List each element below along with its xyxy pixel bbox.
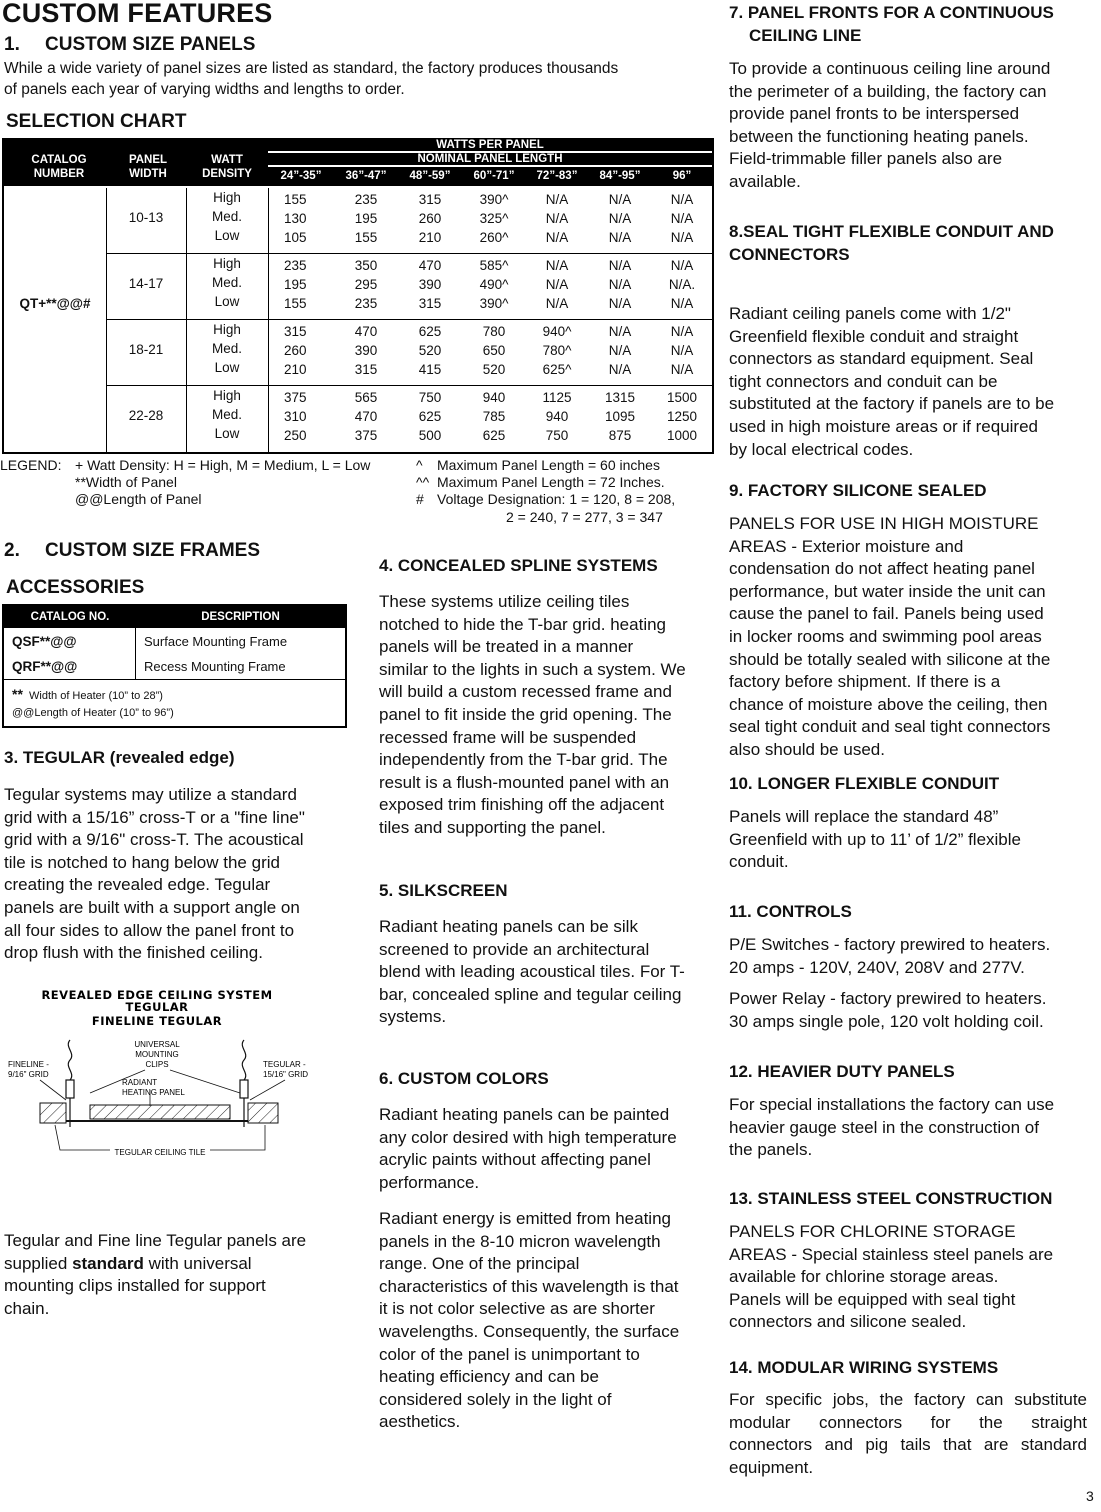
length-header-0: 24”-35” [280,170,322,182]
watt-density-2: High Med. Low [211,322,242,375]
section-1-text: While a wide variety of panel sizes are listed as standard, the factory produces thousands of panels each year of varying widths and lengths to order. [4,60,619,98]
section-6-text: Radiant heating panels can be painted any color desired with high temperature acrylic paints without affecting panel performance. [379,1105,677,1192]
header-nominal-length: NOMINAL PANEL LENGTH [268,153,712,165]
section-3-closing: Tegular and Fine line Tegular panels are supplied standard with universal mounting clips installed for support chain. [4,1231,307,1318]
section-7-heading: 7. PANEL FRONTS FOR A CONTINUOUS CEILING LINE [729,3,1054,45]
section-3-text: Tegular systems may utilize a standard grid with a 15/16” cross-T or a "fine line" grid with a 9/16" cross-T. The acoustical tile is notched to hang below the grid creating the revealed edge. Tegular panels are built with a support angle on all four sides to allow the panel front to drop flush with the finished ceiling. [4,785,305,963]
svg-text:FINELINE -: FINELINE - [8,1060,49,1069]
watts-cell-r0-c0: 155 130 105 [284,192,307,245]
header-density: WATT DENSITY [202,154,252,180]
watts-cell-r0-c4: N/A N/A N/A [545,192,569,245]
watts-cell-r1-c4: N/A N/A N/A [545,258,569,311]
length-header-2: 48”-59” [409,170,451,182]
watts-cell-r1-c1: 350 295 235 [354,258,378,311]
watts-cell-r2-c1: 470 390 315 [354,324,378,377]
svg-text:15/16" GRID: 15/16" GRID [263,1070,309,1079]
watts-cell-r2-c6: N/A N/A N/A [670,324,694,377]
diagram-title-2: TEGULAR [125,1000,189,1014]
section-5-text: Radiant heating panels can be silk screened to provide an architectural blend with leading acoustical tiles. For T- bar, concealed spline and tegular ceiling systems. [379,917,685,1027]
acc-code-1: QSF**@@ [12,634,77,649]
acc-code-2: QRF**@@ [12,659,78,674]
panel-width-3: 22-28 [128,408,164,423]
svg-text:UNIVERSAL: UNIVERSAL [134,1040,180,1049]
legend-line-3: @@Length of Panel [75,491,202,507]
section-14-heading: 14. MODULAR WIRING SYSTEMS [729,1358,999,1377]
page-title: CUSTOM FEATURES [2,0,273,28]
panel-width-1: 14-17 [128,276,164,291]
watts-cell-r1-c0: 235 195 155 [284,258,307,311]
watts-cell-r0-c3: 390^ 325^ 260^ [479,192,509,245]
watt-density-0: High Med. Low [211,190,242,243]
hanger-left-icon [66,1040,74,1127]
watts-cell-r0-c1: 235 195 155 [354,192,378,245]
section-2-heading: CUSTOM SIZE FRAMES [45,540,260,561]
section-10-text: Panels will replace the standard 48” Greenfield with up to 11’ of 1/2” flexible conduit. [729,807,1021,872]
watts-cell-r0-c5: N/A N/A N/A [608,192,632,245]
section-12-text: For special installations the factory can use heavier gauge steel in the construction of the panels. [729,1095,1055,1160]
acc-note-2: @@Length of Heater (10” to 96”) [12,707,174,719]
section-8-text: Radiant ceiling panels come with 1/2" Greenfield flexible conduit and straight connectors as standard equipment. Seal tight connectors and conduit can be substituted at the factory if panels are to be used in high moisture areas or if required by local electrical codes. [729,304,1055,459]
svg-text:RADIANT: RADIANT [122,1078,158,1087]
watts-cell-r2-c2: 625 520 415 [418,324,442,377]
panel-width-2: 18-21 [128,342,164,357]
acc-header-catalog: CATALOG NO. [4,606,136,628]
section-9-text: PANELS FOR USE IN HIGH MOISTURE AREAS - Exterior moisture and condensation do not affect heating panel performance, but water inside the unit can cause the panel to fail. Panels being used in locker rooms and swimming pool areas should be totally sealed with silicone at the factory before shipment. If there is a chance of moisture above the ceiling, then seal tight conduit and seal tight connectors also should be used. [729,514,1051,759]
revealed-edge-diagram [0,985,330,1165]
watts-cell-r1-c3: 585^ 490^ 390^ [479,258,509,311]
acc-desc-2: Recess Mounting Frame [144,659,286,674]
length-header-1: 36”-47” [345,170,387,182]
acc-desc-1: Surface Mounting Frame [144,634,288,649]
acc-header-description: DESCRIPTION [136,606,345,628]
section-11-heading: 11. CONTROLS [729,902,852,921]
legend-right-1: Maximum Panel Length = 60 inches [437,457,660,473]
section-11-text: P/E Switches - factory prewired to heaters. 20 amps - 120V, 240V, 208V and 277V. [729,935,1051,977]
length-header-5: 84”-95” [599,170,641,182]
watts-cell-r2-c5: N/A N/A N/A [608,324,632,377]
section-2-number: 2. [4,540,20,561]
legend-right-3: Voltage Designation: 1 = 120, 8 = 208, [437,491,676,507]
section-3-heading: 3. TEGULAR (revealed edge) [4,748,235,767]
acc-note-1: ** Width of Heater (10” to 28”) [12,686,163,702]
watts-cell-r1-c5: N/A N/A N/A [608,258,632,311]
section-13-heading: 13. STAINLESS STEEL CONSTRUCTION [729,1189,1053,1208]
diagram-title-3: FINELINE TEGULAR [91,1014,223,1028]
svg-text:9/16" GRID: 9/16" GRID [8,1070,49,1079]
watts-cell-r2-c3: 780 650 520 [482,324,506,377]
watts-cell-r1-c2: 470 390 315 [418,258,442,311]
section-8-heading: 8.SEAL TIGHT FLEXIBLE CONDUIT AND CONNECTORS [729,222,1054,264]
watts-cell-r3-c0: 375 310 250 [284,390,307,443]
watts-cell-r3-c1: 565 470 375 [354,390,378,443]
section-1-number: 1. [4,34,20,55]
section-10-heading: 10. LONGER FLEXIBLE CONDUIT [729,774,1000,793]
selection-chart-table [2,138,714,454]
header-watts: WATTS PER PANEL [268,140,712,151]
svg-text:MOUNTING: MOUNTING [135,1050,179,1059]
watts-cell-r3-c3: 940 785 625 [482,390,506,443]
watt-density-3: High Med. Low [211,388,242,441]
section-6-heading: 6. CUSTOM COLORS [379,1069,549,1088]
section-4-heading: 4. CONCEALED SPLINE SYSTEMS [379,556,658,575]
panel-width-0: 10-13 [128,210,164,225]
legend-sym-2: ^^ [416,474,430,490]
watt-density-1: High Med. Low [211,256,242,309]
svg-text:CLIPS: CLIPS [145,1060,169,1069]
length-header-6: 96” [672,170,692,182]
legend-label: LEGEND: [0,457,62,473]
svg-text:HEATING PANEL: HEATING PANEL [122,1088,185,1097]
watts-cell-r0-c6: N/A N/A N/A [670,192,694,245]
section-6-text-2: Radiant energy is emitted from heating panels in the 8-10 micron wavelength range. One of the principal characteristics of this wavelength is that it is not color selective as are shorter wavelengths. Consequently, the surface color of the panel is unimportant to heating efficiency and can be considered solely in the light of aesthetics. [379,1209,680,1432]
header-width: PANEL WIDTH [128,154,168,180]
watts-cell-r2-c4: 940^ 780^ 625^ [542,324,572,377]
legend-right-4: 2 = 240, 7 = 277, 3 = 347 [506,509,663,525]
accessories-title: ACCESSORIES [6,577,145,598]
section-4-text: These systems utilize ceiling tiles notched to hide the T-bar grid. heating panels will be treated in a manner similar to the lights in such a system. We will build a custom recessed frame and panel to fit inside the grid opening. The recessed frame will be suspended independently from the T-bar grid. The result is a flush-mounted panel with an exposed trim finishing off the adjacent tiles and supporting the panel. [379,592,686,837]
watts-cell-r1-c6: N/A N/A. N/A [668,258,696,311]
legend-line-2: **Width of Panel [75,474,177,490]
watts-cell-r0-c2: 315 260 210 [418,192,442,245]
section-14-text: For specific jobs, the factory can substitute modular connectors for the straight connectors and pig tails that are standard equipment. [729,1390,1087,1477]
watts-cell-r3-c4: 1125 940 750 [542,390,572,443]
page-number: 3 [1086,1488,1094,1504]
legend-right-2: Maximum Panel Length = 72 Inches. [437,474,665,490]
section-1-heading: CUSTOM SIZE PANELS [45,34,256,55]
svg-text:TEGULAR -: TEGULAR - [263,1060,306,1069]
legend-sym-3: # [416,491,424,507]
selection-chart-title: SELECTION CHART [6,111,187,132]
watts-cell-r3-c6: 1500 1250 1000 [666,390,698,443]
section-7-text: To provide a continuous ceiling line around the perimeter of a building, the factory can provide panel fronts to be interspersed between the functioning heating panels. Field-trimmable filler panels also are available. [729,59,1051,191]
accessories-table [2,604,347,728]
length-header-4: 72”-83” [536,170,578,182]
length-header-3: 60”-71” [473,170,515,182]
hanger-right-icon [240,1040,248,1127]
catalog-number: QT+**@@# [19,296,91,311]
section-12-heading: 12. HEAVIER DUTY PANELS [729,1062,955,1081]
section-11-text-2: Power Relay - factory prewired to heaters. 30 amps single pole, 120 volt holding coil. [729,989,1047,1031]
section-13-text: PANELS FOR CHLORINE STORAGE AREAS - Special stainless steel panels are available for chlorine storage areas. Panels will be equipped with seal tight connectors and silicone sealed. [729,1222,1054,1332]
section-9-heading: 9. FACTORY SILICONE SEALED [729,481,987,500]
header-catalog: CATALOG NUMBER [31,154,87,180]
diagram-title-1: REVEALED EDGE CEILING SYSTEM [41,988,273,1002]
section-5-heading: 5. SILKSCREEN [379,881,508,900]
svg-text:TEGULAR CEILING TILE: TEGULAR CEILING TILE [114,1148,206,1157]
watts-cell-r3-c2: 750 625 500 [418,390,442,443]
legend-line-1: + Watt Density: H = High, M = Medium, L = Low [75,457,371,473]
heating-panel-shape [90,1105,230,1119]
watts-cell-r3-c5: 1315 1095 875 [604,390,636,443]
watts-cell-r2-c0: 315 260 210 [284,324,307,377]
legend-sym-1: ^ [416,457,423,473]
